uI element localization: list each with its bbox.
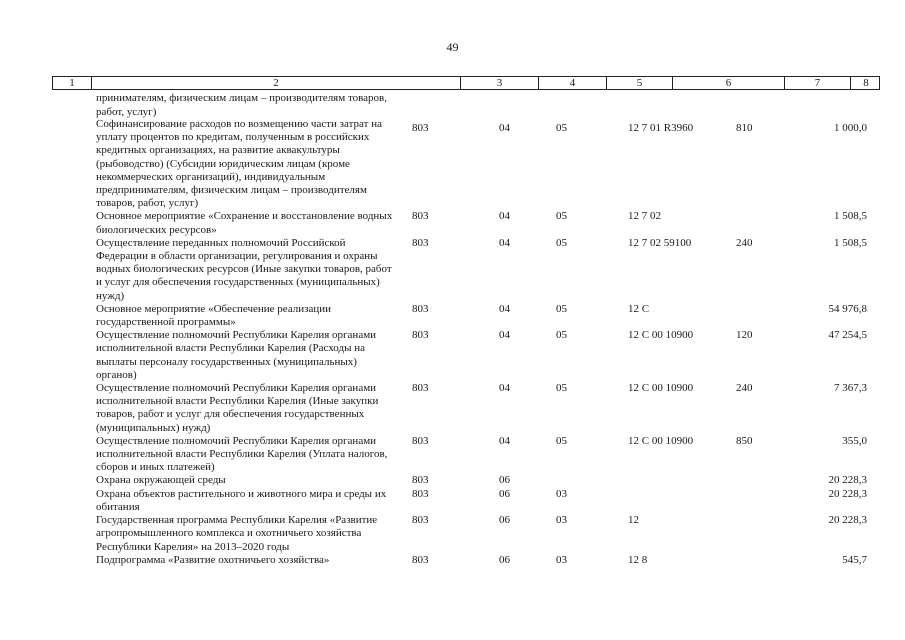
row-admin-code: 803 <box>412 302 429 315</box>
table-row <box>0 303 905 329</box>
row-amount: 1 508,5 <box>834 210 867 223</box>
page-number: 49 <box>446 40 459 54</box>
row-amount: 54 976,8 <box>828 302 867 315</box>
header-col-4: 4 <box>539 77 607 89</box>
row-section: 04 <box>499 382 510 395</box>
row-subsection: 05 <box>556 302 567 315</box>
row-subsection: 05 <box>556 329 567 342</box>
header-col-2: 2 <box>92 77 461 89</box>
header-col-3: 3 <box>461 77 539 89</box>
row-description: Осуществление полномочий Республики Карелия органами исполнительной власти Республики Карелия (Расходы на выплаты персоналу государственных (муниципальных) органов) <box>96 329 377 381</box>
table-body <box>0 118 905 567</box>
row-admin-code: 803 <box>412 236 429 249</box>
row-admin-code: 803 <box>412 382 429 395</box>
row-target-article: 12 С <box>628 302 650 315</box>
row-amount: 20 228,3 <box>828 474 867 487</box>
row-target-article: 12 7 02 <box>628 210 661 223</box>
table-row <box>0 118 905 210</box>
row-description: Осуществление полномочий Республики Карелия органами исполнительной власти Республики Карелия (Уплата налогов, сборов и иных платежей) <box>96 434 388 474</box>
row-amount: 20 228,3 <box>828 514 867 527</box>
row-expense-type: 240 <box>736 382 753 395</box>
row-description: Государственная программа Республики Карелия «Развитие агропромышленного комплекса и охотничьего хозяйства Республики Карелия» на 2013–2020 годы <box>96 514 378 553</box>
row-admin-code: 803 <box>412 487 429 500</box>
row-expense-type: 240 <box>736 236 753 249</box>
table-row <box>0 474 905 487</box>
row-section: 04 <box>499 236 510 249</box>
row-admin-code: 803 <box>412 553 429 566</box>
row-target-article: 12 С 00 10900 <box>628 434 694 447</box>
row-expense-type: 810 <box>736 122 753 134</box>
row-target-article: 12 <box>628 514 639 527</box>
row-description: Охрана окружающей среды <box>96 474 226 487</box>
row-target-article: 12 7 02 59100 <box>628 236 692 249</box>
row-subsection: 05 <box>556 382 567 395</box>
header-col-7: 7 <box>785 77 851 89</box>
row-subsection: 05 <box>556 122 567 134</box>
row-amount: 20 228,3 <box>828 487 867 500</box>
row-admin-code: 803 <box>412 122 429 134</box>
row-section: 06 <box>499 514 510 527</box>
row-admin-code: 803 <box>412 329 429 342</box>
table-row <box>0 435 905 475</box>
row-description: Подпрограмма «Развитие охотничьего хозяйства» <box>96 553 330 566</box>
table-row <box>0 237 905 303</box>
row-description: Основное мероприятие «Сохранение и восстановление водных биологических ресурсов» <box>96 210 393 236</box>
row-target-article: 12 7 01 R3960 <box>628 122 694 134</box>
row-amount: 47 254,5 <box>828 329 867 342</box>
row-subsection: 05 <box>556 236 567 249</box>
row-admin-code: 803 <box>412 474 429 487</box>
header-col-6: 6 <box>673 77 785 89</box>
row-description: Охрана объектов растительного и животного мира и среды их обитания <box>96 487 387 513</box>
row-amount: 1 508,5 <box>834 236 867 249</box>
row-description: Софинансирование расходов по возмещению части затрат на уплату процентов по кредитам, полученным в российских кредитных организациях, на развитие аквакультуры (рыбоводство) (Субсидии юридическим лицам (кроме некоммерческих организаций), индивидуальным предпринимателям, физическим лицам – производителям товаров, работ, услуг) <box>96 118 382 210</box>
row-expense-type: 120 <box>736 329 753 342</box>
row-description: Основное мероприятие «Обеспечение реализации государственной программы» <box>96 302 332 329</box>
row-target-article: 12 С 00 10900 <box>628 382 694 395</box>
row-subsection: 05 <box>556 210 567 223</box>
row-section: 04 <box>499 302 510 315</box>
row-target-article: 12 С 00 10900 <box>628 329 694 342</box>
row-section: 04 <box>499 122 510 134</box>
row-section: 06 <box>499 553 510 566</box>
table-row <box>0 554 905 567</box>
table-row <box>0 329 905 382</box>
row-amount: 1 000,0 <box>834 122 867 134</box>
table-row <box>0 514 905 554</box>
row-section: 04 <box>499 210 510 223</box>
table-header <box>52 76 880 90</box>
row-description: Осуществление полномочий Республики Карелия органами исполнительной власти Республики Карелия (Иные закупки товаров, работ и услуг для обеспечения государственных (муниципальных) нужд) <box>96 382 379 434</box>
row-subsection: 03 <box>556 487 567 500</box>
row-admin-code: 803 <box>412 210 429 223</box>
row-amount: 355,0 <box>842 434 867 447</box>
row-subsection: 05 <box>556 434 567 447</box>
table-row <box>0 382 905 435</box>
row-amount: 7 367,3 <box>834 382 867 395</box>
row-target-article: 12 8 <box>628 553 648 566</box>
row-description: Осуществление переданных полномочий Российской Федерации в области организации, регулирования и охраны водных биологических ресурсов (Иные закупки товаров, работ и услуг для обеспечения государственных (муниципальных) нужд) <box>96 236 392 302</box>
row-section: 06 <box>499 474 510 487</box>
continued-description: принимателям, физическим лицам – производителям товаров, работ, услуг) <box>96 92 387 118</box>
row-section: 04 <box>499 434 510 447</box>
header-col-8: 8 <box>863 77 869 89</box>
header-col-1: 1 <box>53 77 92 89</box>
row-expense-type: 850 <box>736 434 753 447</box>
row-admin-code: 803 <box>412 514 429 527</box>
row-subsection: 03 <box>556 553 567 566</box>
row-admin-code: 803 <box>412 434 429 447</box>
table-row <box>0 210 905 236</box>
row-subsection: 03 <box>556 514 567 527</box>
table-row <box>0 488 905 514</box>
row-amount: 545,7 <box>842 553 867 566</box>
header-col-5: 5 <box>607 77 673 89</box>
row-section: 06 <box>499 487 510 500</box>
row-section: 04 <box>499 329 510 342</box>
